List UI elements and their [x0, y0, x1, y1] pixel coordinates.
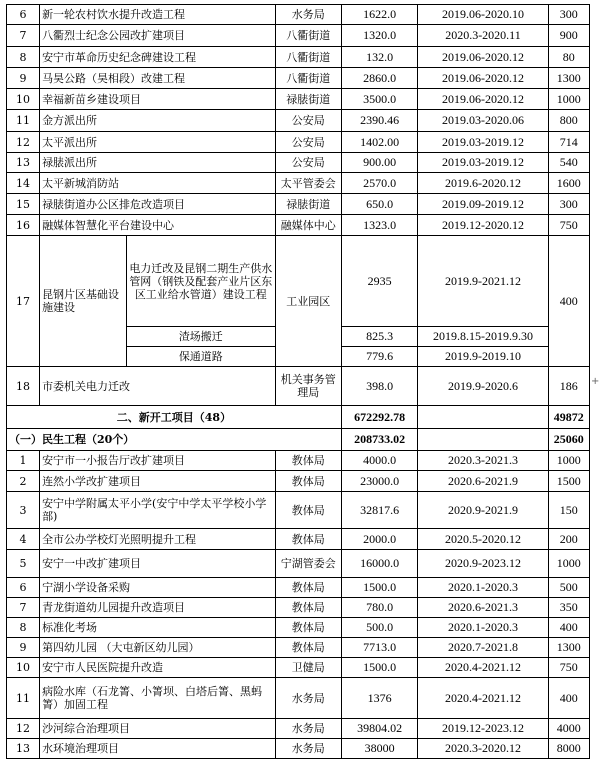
period-cell: 2019.06-2020.12 [418, 47, 548, 68]
table-row [7, 550, 590, 578]
plan-amount-cell: 400 [548, 618, 589, 638]
department-cell: 水务局 [275, 5, 341, 25]
project-name-cell: 融媒体智慧化平台建设中心 [40, 215, 276, 236]
table-row [7, 153, 590, 173]
period-cell: 2019.09-2019.12 [418, 194, 548, 215]
department-cell: 教体局 [275, 451, 341, 471]
project-name-cell: 宁湖小学设备采购 [40, 578, 276, 598]
plan-amount-cell: 1000 [548, 451, 589, 471]
project-name-cell: 第四幼儿园 （大屯新区幼儿园） [40, 638, 276, 658]
table-row [7, 719, 590, 739]
total-investment-cell: 1500.0 [341, 658, 417, 678]
plan-amount-cell: 8000 [548, 739, 589, 759]
row-number-cell: 7 [7, 25, 40, 47]
project-name-cell: 青龙街道幼儿园提升改造项目 [40, 598, 276, 618]
total-investment-cell: 38000 [341, 739, 417, 759]
department-cell: 教体局 [275, 618, 341, 638]
plan-amount-cell: 200 [548, 529, 589, 550]
period-cell: 2020.5-2020.12 [418, 529, 548, 550]
department-cell: 教体局 [275, 598, 341, 618]
project-name-cell: 新一轮农村饮水提升改造工程 [40, 5, 276, 25]
project-name-cell: 安宁一中改扩建项目 [40, 550, 276, 578]
row-number-cell: 10 [7, 89, 40, 110]
total-investment-cell: 825.3 [341, 327, 417, 347]
period-cell: 2019.12-2023.12 [418, 719, 548, 739]
table-row [7, 215, 590, 236]
table-row [7, 529, 590, 550]
table-row [7, 236, 590, 327]
section-label-cell: （一）民生工程（20个） [7, 429, 342, 451]
plan-amount-cell: 540 [548, 153, 589, 173]
project-name-cell: 安宁中学附属太平小学(安宁中学太平学校小学部) [40, 492, 276, 529]
row-number-cell: 17 [7, 236, 40, 367]
table-row [7, 678, 590, 719]
total-investment-cell: 132.0 [341, 47, 417, 68]
row-number-cell: 6 [7, 5, 40, 25]
plan-amount-cell: 186 [548, 367, 589, 406]
row-number-cell: 6 [7, 578, 40, 598]
period-cell: 2019.8.15-2019.9.30 [418, 327, 548, 347]
total-investment-cell: 1402.00 [341, 132, 417, 153]
plan-amount-cell: 1500 [548, 471, 589, 492]
section-row [7, 429, 590, 451]
sub-project-cell: 渣场搬迁 [126, 327, 275, 347]
department-cell: 教体局 [275, 638, 341, 658]
section-plan-amount-cell: 49872 [548, 406, 589, 429]
department-cell: 禄脿街道 [275, 194, 341, 215]
plan-amount-cell: 750 [548, 215, 589, 236]
section-label-cell: 二、新开工项目（48） [7, 406, 342, 429]
table-row [7, 739, 590, 759]
total-investment-cell: 16000.0 [341, 550, 417, 578]
department-cell: 机关事务管理局 [275, 367, 341, 406]
plan-amount-cell: 400 [548, 678, 589, 719]
project-name-cell: 禄脿派出所 [40, 153, 276, 173]
period-cell: 2019.06-2020.12 [418, 89, 548, 110]
row-number-cell: 15 [7, 194, 40, 215]
period-cell: 2019.6-2020.12 [418, 173, 548, 194]
total-investment-cell: 900.00 [341, 153, 417, 173]
project-table [6, 4, 590, 759]
row-number-cell: 8 [7, 618, 40, 638]
plan-amount-cell: 4000 [548, 719, 589, 739]
total-investment-cell: 23000.0 [341, 471, 417, 492]
total-investment-cell: 2000.0 [341, 529, 417, 550]
plan-amount-cell: 80 [548, 47, 589, 68]
row-number-cell: 9 [7, 638, 40, 658]
plan-amount-cell: 1000 [548, 89, 589, 110]
table-row [7, 578, 590, 598]
plan-amount-cell: 500 [548, 578, 589, 598]
period-cell: 2020.4-2021.12 [418, 658, 548, 678]
project-name-cell: 连然小学改扩建项目 [40, 471, 276, 492]
project-name-cell: 安宁市革命历史纪念碑建设工程 [40, 47, 276, 68]
row-number-cell: 3 [7, 492, 40, 529]
row-number-cell: 14 [7, 173, 40, 194]
row-number-cell: 13 [7, 739, 40, 759]
total-investment-cell: 650.0 [341, 194, 417, 215]
row-number-cell: 7 [7, 598, 40, 618]
project-name-cell: 全市公办学校灯光照明提升工程 [40, 529, 276, 550]
table-row [7, 173, 590, 194]
table-row [7, 471, 590, 492]
row-number-cell: 11 [7, 678, 40, 719]
table-row [7, 89, 590, 110]
total-investment-cell: 1500.0 [341, 578, 417, 598]
project-name-cell: 安宁市一小报告厅改扩建项目 [40, 451, 276, 471]
project-name-cell: 马昊公路（昊相段）改建工程 [40, 68, 276, 89]
project-name-cell: 幸福新苗乡建设项目 [40, 89, 276, 110]
section-row [7, 406, 590, 429]
department-cell: 教体局 [275, 471, 341, 492]
row-number-cell: 16 [7, 215, 40, 236]
total-investment-cell: 500.0 [341, 618, 417, 638]
period-cell: 2020.1-2020.3 [418, 578, 548, 598]
project-name-cell: 太平新城消防站 [40, 173, 276, 194]
total-investment-cell: 4000.0 [341, 451, 417, 471]
period-cell: 2019.03-2019.12 [418, 132, 548, 153]
total-investment-cell: 1622.0 [341, 5, 417, 25]
section-plan-amount-cell: 25060 [548, 429, 589, 451]
total-investment-cell: 1323.0 [341, 215, 417, 236]
period-cell: 2020.3-2020.11 [418, 25, 548, 47]
period-cell: 2019.12-2020.12 [418, 215, 548, 236]
department-cell: 教体局 [275, 529, 341, 550]
section-total-investment-cell: 672292.78 [341, 406, 417, 429]
total-investment-cell: 3500.0 [341, 89, 417, 110]
document-page [6, 4, 590, 759]
plan-amount-cell: 750 [548, 658, 589, 678]
project-name-cell: 金方派出所 [40, 110, 276, 132]
sub-project-cell: 保通道路 [126, 347, 275, 367]
section-period-cell [418, 406, 548, 429]
plan-amount-cell: 300 [548, 194, 589, 215]
total-investment-cell: 2935 [341, 236, 417, 327]
total-investment-cell: 2570.0 [341, 173, 417, 194]
plan-amount-cell: 1600 [548, 173, 589, 194]
row-number-cell: 10 [7, 658, 40, 678]
project-name-cell: 水环境治理项目 [40, 739, 276, 759]
row-number-cell: 12 [7, 719, 40, 739]
sub-project-cell: 电力迁改及昆钢二期生产供水管网（钢铁及配套产业片区东区工业给水管道）建设工程 [126, 236, 275, 327]
department-cell: 公安局 [275, 132, 341, 153]
department-cell: 融媒体中心 [275, 215, 341, 236]
total-investment-cell: 39804.02 [341, 719, 417, 739]
row-number-cell: 9 [7, 68, 40, 89]
department-cell: 教体局 [275, 492, 341, 529]
department-cell: 卫健局 [275, 658, 341, 678]
plan-amount-cell: 1000 [548, 550, 589, 578]
project-name-cell: 禄脿街道办公区排危改造项目 [40, 194, 276, 215]
section-total-investment-cell: 208733.02 [341, 429, 417, 451]
project-name-cell: 八衢烈士纪念公园改扩建项目 [40, 25, 276, 47]
department-cell: 公安局 [275, 110, 341, 132]
period-cell: 2019.9-2020.6 [418, 367, 548, 406]
table-row [7, 132, 590, 153]
project-name-cell: 太平派出所 [40, 132, 276, 153]
row-number-cell: 2 [7, 471, 40, 492]
period-cell: 2020.6-2021.3 [418, 598, 548, 618]
plan-amount-cell: 1300 [548, 638, 589, 658]
table-row [7, 658, 590, 678]
table-row [7, 638, 590, 658]
department-cell: 水务局 [275, 739, 341, 759]
period-cell: 2019.06-2020.10 [418, 5, 548, 25]
project-name-cell: 病险水库（石龙箐、小箐坝、白塔后箐、黑蚂箐）加固工程 [40, 678, 276, 719]
table-row [7, 451, 590, 471]
period-cell: 2020.3-2021.3 [418, 451, 548, 471]
table-row [7, 25, 590, 47]
period-cell: 2020.1-2020.3 [418, 618, 548, 638]
period-cell: 2019.03-2020.06 [418, 110, 548, 132]
total-investment-cell: 780.0 [341, 598, 417, 618]
table-row [7, 47, 590, 68]
row-number-cell: 1 [7, 451, 40, 471]
department-cell: 八衢街道 [275, 25, 341, 47]
total-investment-cell: 398.0 [341, 367, 417, 406]
total-investment-cell: 32817.6 [341, 492, 417, 529]
total-investment-cell: 7713.0 [341, 638, 417, 658]
department-cell: 八衢街道 [275, 47, 341, 68]
total-investment-cell: 1376 [341, 678, 417, 719]
department-cell: 宁湖管委会 [275, 550, 341, 578]
period-cell: 2020.7-2021.8 [418, 638, 548, 658]
project-name-cell: 沙河综合治理项目 [40, 719, 276, 739]
row-number-cell: 8 [7, 47, 40, 68]
plan-amount-cell: 150 [548, 492, 589, 529]
period-cell: 2019.06-2020.12 [418, 68, 548, 89]
period-cell: 2020.6-2021.9 [418, 471, 548, 492]
row-number-cell: 18 [7, 367, 40, 406]
edge-marker: + [591, 376, 599, 387]
department-cell: 工业园区 [275, 236, 341, 367]
department-cell: 公安局 [275, 153, 341, 173]
total-investment-cell: 779.6 [341, 347, 417, 367]
plan-amount-cell: 1300 [548, 68, 589, 89]
table-row [7, 367, 590, 406]
project-name-cell: 安宁市人民医院提升改造 [40, 658, 276, 678]
table-row [7, 68, 590, 89]
row-number-cell: 5 [7, 550, 40, 578]
total-investment-cell: 1320.0 [341, 25, 417, 47]
department-cell: 水务局 [275, 678, 341, 719]
table-row [7, 5, 590, 25]
period-cell: 2020.9-2021.9 [418, 492, 548, 529]
period-cell: 2019.9-2021.12 [418, 236, 548, 327]
table-row [7, 194, 590, 215]
table-row [7, 618, 590, 638]
row-number-cell: 12 [7, 132, 40, 153]
period-cell: 2020.9-2023.12 [418, 550, 548, 578]
row-number-cell: 4 [7, 529, 40, 550]
department-cell: 水务局 [275, 719, 341, 739]
plan-amount-cell: 800 [548, 110, 589, 132]
row-number-cell: 11 [7, 110, 40, 132]
row-number-cell: 13 [7, 153, 40, 173]
department-cell: 太平管委会 [275, 173, 341, 194]
plan-amount-cell: 900 [548, 25, 589, 47]
project-name-cell: 市委机关电力迁改 [40, 367, 276, 406]
plan-amount-cell: 714 [548, 132, 589, 153]
department-cell: 教体局 [275, 578, 341, 598]
table-row [7, 492, 590, 529]
section-period-cell [418, 429, 548, 451]
project-name-cell: 昆钢片区基础设施建设 [40, 236, 127, 367]
period-cell: 2019.9-2019.10 [418, 347, 548, 367]
period-cell: 2019.03-2019.12 [418, 153, 548, 173]
plan-amount-cell: 400 [548, 236, 589, 367]
period-cell: 2020.3-2020.12 [418, 739, 548, 759]
total-investment-cell: 2390.46 [341, 110, 417, 132]
department-cell: 八衢街道 [275, 68, 341, 89]
table-row [7, 598, 590, 618]
table-row [7, 110, 590, 132]
department-cell: 禄脿街道 [275, 89, 341, 110]
total-investment-cell: 2860.0 [341, 68, 417, 89]
period-cell: 2020.4-2021.12 [418, 678, 548, 719]
plan-amount-cell: 300 [548, 5, 589, 25]
project-name-cell: 标准化考场 [40, 618, 276, 638]
plan-amount-cell: 350 [548, 598, 589, 618]
